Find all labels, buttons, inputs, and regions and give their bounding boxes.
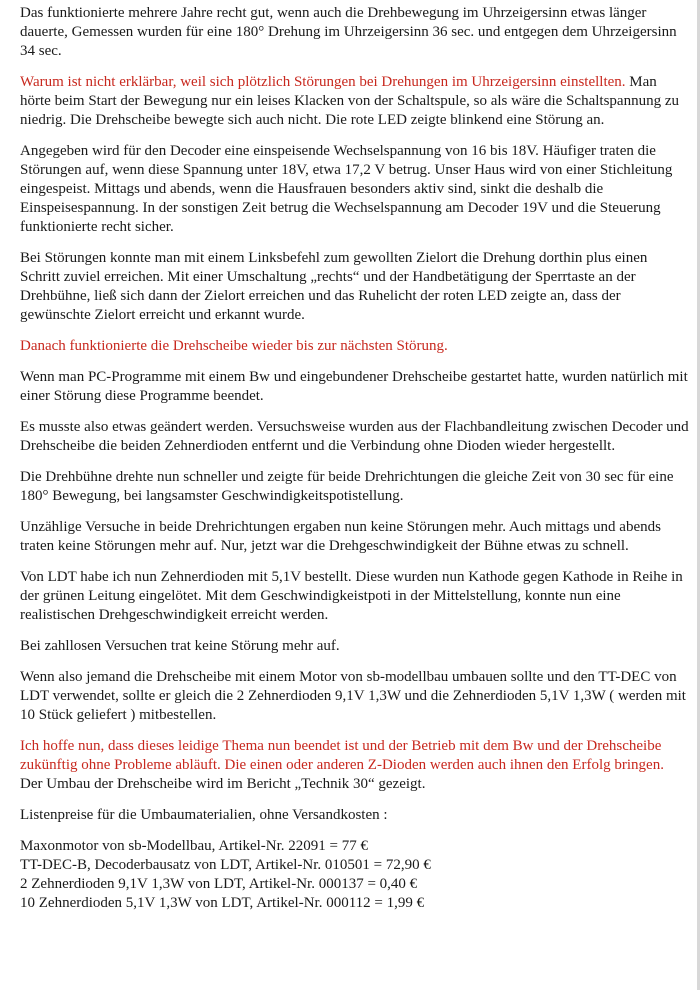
body-text: Man hörte beim Start der Bewegung nur ein leises Klacken von der Schaltspule, so als wäre die Schaltspannung zu niedrig. Die Drehscheibe bewegte sich auch nicht. Die rote LED zeigte blinkend eine Störung an. [20,74,679,128]
paragraph-list [20,4,690,825]
paragraph [20,73,690,130]
paragraph [20,568,690,625]
paragraph [20,668,690,725]
paragraph [20,368,690,406]
price-item: 10 Zehnerdioden 5,1V 1,3W von LDT, Artikel-Nr. 000112 = 1,99 € [20,895,425,911]
paragraph [20,737,690,794]
body-text: Die Drehbühne drehte nun schneller und zeigte für beide Drehrichtungen die gleiche Zeit von 30 sec für eine 180° Bewegung, bei langsamster Geschwindigkeitspotistellung. [20,469,674,504]
body-text: Das funktionierte mehrere Jahre recht gut, wenn auch die Drehbewegung im Uhrzeigersinn etwas länger dauerte, Gemessen wurden für eine 180° Drehung im Uhrzeigersinn 36 sec. und entgegen dem Uhrzeigersinn 34 sec. [20,5,677,59]
body-text: Bei zahllosen Versuchen trat keine Störung mehr auf. [20,638,340,654]
body-text: Von LDT habe ich nun Zehnerdioden mit 5,1V bestellt. Diese wurden nun Kathode gegen Kathode in Reihe in der grünen Leitung eingelötet. Mit dem Geschwindigkeistpoti in der Mittelstellung, konnte nun eine realistischen Drehgeschwindigkeit erreicht werden. [20,569,683,623]
body-text: Es musste also etwas geändert werden. Versuchsweise wurden aus der Flachbandleitung zwischen Decoder und Drehscheibe die beiden Zehnerdioden entfernt und die Verbindung ohne Dioden wieder hergestellt. [20,419,689,454]
paragraph [20,468,690,506]
paragraph [20,418,690,456]
paragraph [20,337,690,356]
price-item: TT-DEC-B, Decoderbausatz von LDT, Artikel-Nr. 010501 = 72,90 € [20,857,431,873]
body-text: Wenn man PC-Programme mit einem Bw und eingebundener Drehscheibe gestartet hatte, wurden natürlich mit einer Störung diese Programme beendet. [20,369,688,404]
paragraph [20,806,690,825]
paragraph [20,142,690,237]
body-text: Wenn also jemand die Drehscheibe mit einem Motor von sb-modellbau umbauen sollte und den TT-DEC von LDT verwendet, sollte er gleich die 2 Zehnerdioden 9,1V 1,3W und die Zehnerdioden 5,1V 1,3W ( werden mit 10 Stück geliefert ) mitbestellen. [20,669,686,723]
body-text: Unzählige Versuche in beide Drehrichtungen ergaben nun keine Störungen mehr. Auch mittags und abends traten keine Störungen mehr auf. Nur, jetzt war die Drehgeschwindigkeit der Bühne etwas zu schnell. [20,519,661,554]
paragraph [20,4,690,61]
highlighted-text: Danach funktionierte die Drehscheibe wieder bis zur nächsten Störung. [20,338,448,354]
body-text: Angegeben wird für den Decoder eine einspeisende Wechselspannung von 16 bis 18V. Häufiger traten die Störungen auf, wenn diese Spannung unter 18V, etwa 17,2 V betrug. Unser Haus wird von einer Stichleitung eingespeist. Mittags und abends, wenn die Hausfrauen besonders aktiv sind, sinkt die deshalb die Einspeisespannung. In der sonstigen Zeit betrug die Wechselspannung am Decoder 19V und die Steuerung funktionierte recht sicher. [20,143,673,235]
price-item: 2 Zehnerdioden 9,1V 1,3W von LDT, Artikel-Nr. 000137 = 0,40 € [20,876,418,892]
price-item: Maxonmotor von sb-Modellbau, Artikel-Nr. 22091 = 77 € [20,838,369,854]
body-text: Der Umbau der Drehscheibe wird im Bericht „Technik 30“ gezeigt. [20,776,426,792]
body-text: Listenpreise für die Umbaumaterialien, ohne Versandkosten : [20,807,388,823]
body-text: Bei Störungen konnte man mit einem Linksbefehl zum gewollten Zielort die Drehung dorthin plus einen Schritt zuviel erreichen. Mit einer Umschaltung „rechts“ und der Handbetätigung der Sperrtaste an der Drehbühne, ließ sich dann der Zielort erreichen und das Ruhelicht der roten LED zeigte an, dass der gewünschte Zielort erreicht und erkannt wurde. [20,250,648,323]
paragraph [20,637,690,656]
highlighted-text: Ich hoffe nun, dass dieses leidige Thema nun beendet ist und der Betrieb mit dem Bw und der Drehscheibe zukünftig ohne Probleme abläuft. Die einen oder anderen Z-Dioden werden auch ihnen den Erfolg bringen. [20,738,664,773]
paragraph [20,249,690,325]
price-list [20,837,690,913]
highlighted-text: Warum ist nicht erklärbar, weil sich plötzlich Störungen bei Drehungen im Uhrzeigersinn einstellten. [20,74,626,90]
paragraph [20,518,690,556]
